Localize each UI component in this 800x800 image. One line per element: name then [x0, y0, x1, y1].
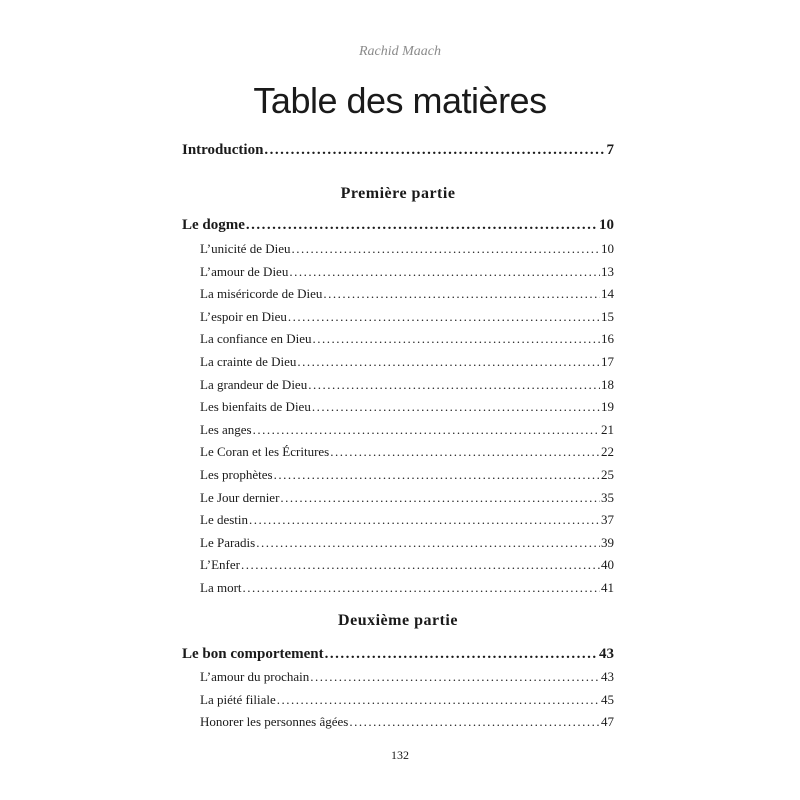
dot-leader: [325, 646, 598, 663]
toc-subentry: [200, 557, 614, 580]
toc-entry-le-dogme: [182, 217, 614, 241]
toc-subentry-page: 22: [601, 444, 614, 460]
page-number: 132: [391, 748, 409, 762]
toc-subentry-page: 10: [601, 241, 614, 256]
toc-subentry-label: Honorer les personnes âgées: [200, 714, 349, 730]
toc-subentry-label: Le Jour dernier: [200, 489, 280, 505]
dot-leader: [349, 714, 600, 730]
dot-leader: [274, 467, 600, 483]
toc-subentry-page: 37: [601, 512, 614, 528]
dot-leader: [277, 692, 600, 708]
toc-subentry-label: La mort: [200, 579, 242, 595]
dot-leader: [249, 512, 600, 528]
dot-leader: [330, 444, 600, 460]
toc-subentry-label: La grandeur de Dieu: [200, 376, 308, 392]
toc-part2-subentries: [182, 669, 614, 737]
dot-leader: [280, 490, 600, 506]
toc-subentry-label: La piété filiale: [200, 691, 276, 707]
toc-subentry-label: Les bienfaits de Dieu: [200, 399, 311, 415]
toc-subentry-page: 15: [601, 308, 614, 324]
dot-leader: [253, 422, 600, 438]
toc-subentry-page: 43: [601, 669, 614, 684]
toc-subentry: [200, 512, 614, 535]
dot-leader: [289, 264, 600, 280]
toc-part2: [182, 646, 614, 737]
toc-subentry: [200, 331, 614, 354]
dot-leader: [256, 535, 600, 551]
toc-subentry-label: La miséricorde de Dieu: [200, 286, 323, 302]
toc-entry-page: 7: [606, 142, 614, 158]
page-title: Table des matières: [253, 80, 547, 121]
toc-entry-page: 43: [599, 646, 614, 662]
toc-part1-subentries: [182, 241, 614, 603]
toc-subentry-page: 19: [601, 399, 614, 415]
dot-leader: [313, 331, 600, 347]
toc-subentry: [200, 580, 614, 603]
toc-subentry-label: Le Coran et les Écritures: [200, 444, 330, 460]
toc-subentry-page: 45: [601, 691, 614, 707]
running-header-author: Rachid Maach: [358, 44, 442, 59]
toc-subentry: [200, 309, 614, 332]
dot-leader: [312, 399, 600, 415]
toc-subentry-label: L’unicité de Dieu: [200, 241, 291, 256]
toc-entry-label: Le dogme: [182, 217, 245, 233]
toc-subentry: [200, 490, 614, 513]
dot-leader: [241, 557, 600, 573]
toc-subentry-label: Les prophètes: [200, 466, 273, 482]
toc-subentry: [200, 264, 614, 287]
toc-subentry: [200, 535, 614, 558]
toc-subentry-label: L’amour de Dieu: [200, 263, 289, 279]
toc-subentry-page: 17: [601, 353, 614, 369]
dot-leader: [288, 309, 600, 325]
toc-subentry-page: 40: [601, 557, 614, 573]
toc-subentry-label: L’espoir en Dieu: [200, 308, 287, 324]
toc-subentry-label: L’Enfer: [200, 557, 240, 573]
toc-subentry: [200, 467, 614, 490]
toc-subentry: [200, 422, 614, 445]
dot-leader: [243, 580, 600, 596]
toc-subentry-page: 47: [601, 714, 614, 730]
toc-subentry: [200, 714, 614, 737]
toc-subentry-page: 25: [601, 466, 614, 482]
toc-subentry-page: 16: [601, 331, 614, 347]
part-heading-premiere: Première partie: [340, 185, 456, 202]
toc-entry-label: Le bon comportement: [182, 646, 324, 662]
part-heading-deuxieme: Deuxième partie: [338, 612, 458, 629]
toc-subentry: [200, 354, 614, 377]
toc-part1: [182, 217, 614, 603]
toc-subentry-label: Le destin: [200, 512, 249, 528]
dot-leader: [308, 377, 600, 393]
toc-entry-introduction: [182, 142, 614, 159]
toc-subentry-page: 39: [601, 534, 614, 550]
toc-subentry: [200, 286, 614, 309]
toc-intro-block: [182, 142, 614, 159]
toc-subentry-page: 13: [601, 263, 614, 279]
toc-subentry-label: La crainte de Dieu: [200, 353, 297, 369]
toc-subentry: [200, 241, 614, 264]
toc-subentry: [200, 669, 614, 692]
toc-subentry-page: 41: [601, 579, 614, 595]
toc-entry-label: Introduction: [182, 142, 264, 158]
toc-subentry-page: 21: [601, 421, 614, 437]
dot-leader: [292, 241, 601, 257]
toc-subentry: [200, 444, 614, 467]
toc-entry-page: 10: [599, 217, 614, 233]
toc-subentry-page: 14: [601, 286, 614, 302]
dot-leader: [323, 286, 600, 302]
toc-subentry-label: Le Paradis: [200, 534, 256, 550]
toc-subentry-label: La confiance en Dieu: [200, 331, 312, 347]
dot-leader: [264, 142, 605, 159]
toc-subentry-label: Les anges: [200, 421, 252, 437]
toc-subentry-label: L’amour du prochain: [200, 669, 310, 684]
part2-heading-block: [182, 612, 614, 630]
toc-subentry: [200, 692, 614, 715]
toc-entry-le-bon-comportement: [182, 646, 614, 669]
dot-leader: [310, 669, 600, 685]
dot-leader: [246, 217, 598, 234]
toc-subentry-page: 35: [601, 489, 614, 505]
toc-subentry-page: 18: [601, 376, 614, 392]
dot-leader: [297, 354, 600, 370]
toc-subentry: [200, 377, 614, 400]
part1-heading-block: [182, 185, 614, 203]
toc-subentry: [200, 399, 614, 422]
